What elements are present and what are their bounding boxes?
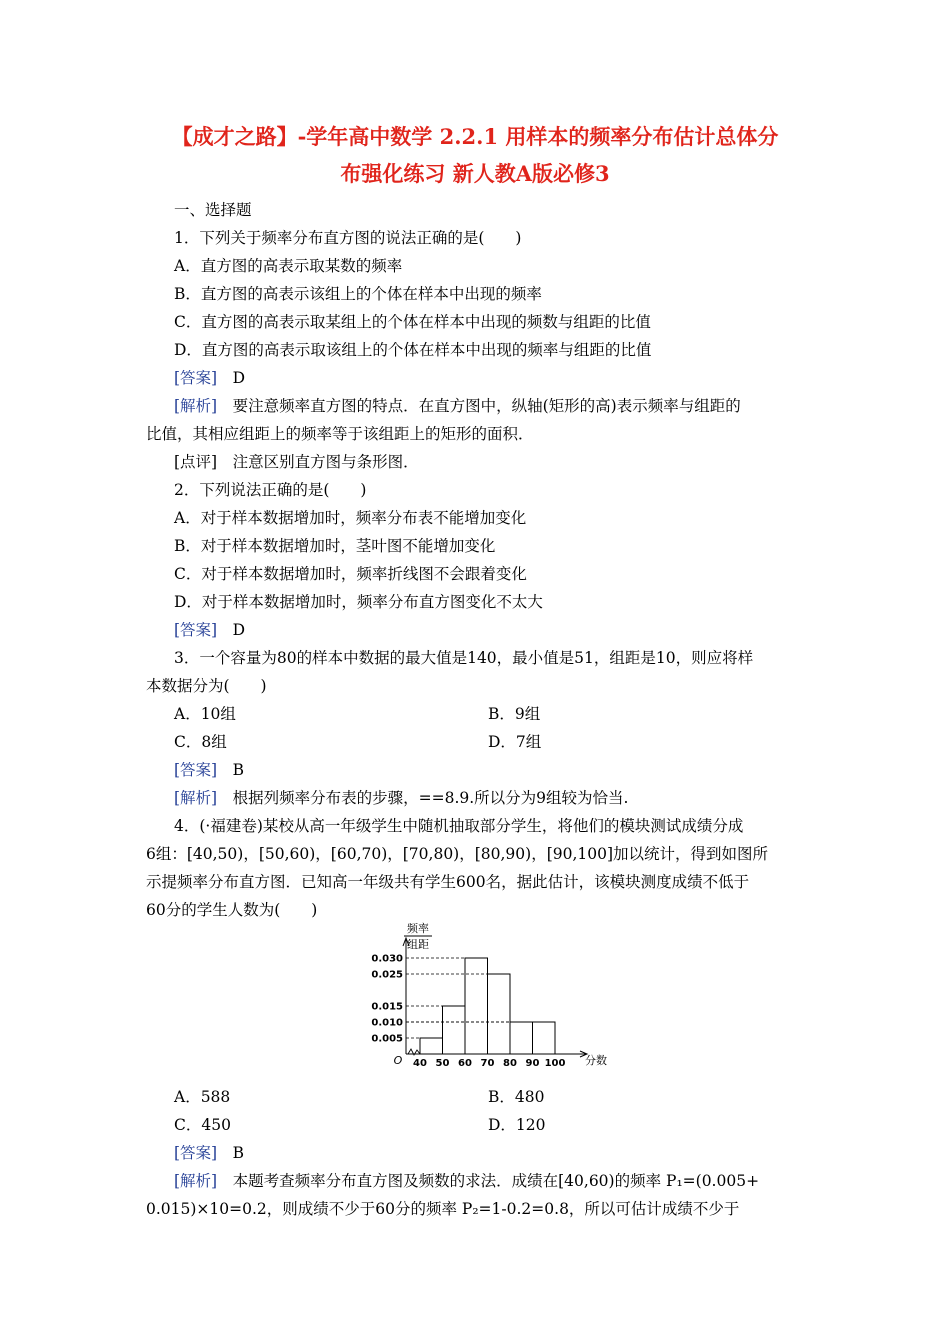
y-tick-label: 0.030 <box>371 953 403 965</box>
answer-value: D <box>232 369 246 387</box>
q4-analysis-line-2: 0.015)×10=0.2，则成绩不少于60分的频率 P₂=1-0.2=0.8，所以可估计成绩不少于 <box>146 1200 740 1218</box>
answer-value: B <box>232 1144 245 1162</box>
x-tick-label: 60 <box>458 1058 472 1069</box>
q1-option-d: D．直方图的高表示取该组上的个体在样本中出现的频率与组距的比值 <box>174 341 652 359</box>
q1-option-b: B．直方图的高表示该组上的个体在样本中出现的频率 <box>174 285 542 303</box>
histogram-bar <box>533 1022 556 1054</box>
comment-text: 注意区别直方图与条形图． <box>232 453 419 471</box>
comment-tag: [点评] <box>174 453 218 471</box>
x-tick-label: 100 <box>544 1058 566 1069</box>
y-tick-label: 0.005 <box>371 1033 403 1045</box>
q3-stem-line-1: 3．一个容量为80的样本中数据的最大值是140，最小值是51，组距是10，则应将样 <box>174 649 754 667</box>
q1-answer <box>174 366 245 388</box>
analysis-tag: [解析] <box>174 397 218 415</box>
histogram-bar <box>443 1006 466 1054</box>
x-tick-label: 90 <box>525 1058 540 1069</box>
q4-stem-line-3: 示提频率分布直方图．已知高一年级共有学生600名，据此估计，该模块测度成绩不低于 <box>146 873 750 891</box>
q4-stem-line-2: 6组：[40,50)，[50,60)，[60,70)，[70,80)，[80,90)，[90,100]加以统计，得到如图所 <box>146 845 769 863</box>
answer-tag: [答案] <box>174 369 218 387</box>
analysis-text: 根据列频率分布表的步骤，==8.9.所以分为9组较为恰当. <box>232 789 629 807</box>
q4-option-c: C．450 <box>174 1116 231 1134</box>
q3-analysis <box>174 786 628 808</box>
q4-option-a: A．588 <box>174 1088 231 1106</box>
histogram-bar <box>510 1022 533 1054</box>
q3-option-a: A．10组 <box>174 705 236 723</box>
answer-value: B <box>232 761 245 779</box>
q1-stem: 1．下列关于频率分布直方图的说法正确的是( ) <box>174 229 522 247</box>
q3-option-b: B．9组 <box>488 705 541 723</box>
q1-option-c: C．直方图的高表示取某组上的个体在样本中出现的频数与组距的比值 <box>174 313 651 331</box>
y-tick-label: 0.015 <box>371 1001 403 1013</box>
x-axis-label: 分数 <box>585 1054 607 1067</box>
answer-tag: [答案] <box>174 1144 218 1162</box>
q4-option-b: B．480 <box>488 1088 545 1106</box>
q4-answer <box>174 1141 244 1163</box>
q1-analysis-line-2: 比值，其相应组距上的频率等于该组距上的矩形的面积． <box>146 425 534 443</box>
frequency-histogram <box>360 918 620 1078</box>
q2-stem: 2．下列说法正确的是( ) <box>174 481 367 499</box>
y-label-top: 频率 <box>407 922 429 935</box>
q1-comment <box>174 450 419 472</box>
q4-stem-line-1: 4．(·福建卷)某校从高一年级学生中随机抽取部分学生，将他们的模块测试成绩分成 <box>174 817 744 835</box>
answer-tag: [答案] <box>174 761 218 779</box>
histogram-bar <box>465 958 488 1054</box>
title-line-1: 【成才之路】-学年高中数学 2.2.1 用样本的频率分布估计总体分 <box>171 124 779 149</box>
x-tick-label: 70 <box>480 1058 495 1069</box>
analysis-tag: [解析] <box>174 1172 218 1190</box>
q2-option-d: D．对于样本数据增加时，频率分布直方图变化不太大 <box>174 593 543 611</box>
answer-value: D <box>232 621 246 639</box>
q3-option-c: C．8组 <box>174 733 227 751</box>
analysis-text: 本题考查频率分布直方图及频数的求法．成绩在[40,60)的频率 P₁=(0.005+ <box>232 1172 760 1190</box>
x-tick-label: 50 <box>435 1058 450 1069</box>
histogram-bar <box>488 974 511 1054</box>
q3-answer <box>174 758 244 780</box>
x-tick-label: 80 <box>503 1058 517 1069</box>
q2-option-b: B．对于样本数据增加时，茎叶图不能增加变化 <box>174 537 496 555</box>
origin-label: O <box>393 1054 403 1067</box>
q3-option-d: D．7组 <box>488 733 542 751</box>
q2-answer <box>174 618 245 640</box>
q2-option-a: A．对于样本数据增加时，频率分布表不能增加变化 <box>174 509 527 527</box>
y-tick-label: 0.010 <box>371 1017 403 1029</box>
q4-stem-line-4: 60分的学生人数为( ) <box>146 901 318 919</box>
q1-analysis-line-1 <box>174 394 741 416</box>
q3-stem-line-2: 本数据分为( ) <box>146 677 267 695</box>
q4-option-d: D．120 <box>488 1116 546 1134</box>
title-line-2: 布强化练习 新人教A版必修3 <box>340 161 610 186</box>
x-tick-label: 40 <box>413 1058 427 1069</box>
y-label-bottom: 组距 <box>407 938 429 951</box>
histogram-bar <box>420 1038 443 1054</box>
y-tick-label: 0.025 <box>371 969 403 981</box>
analysis-tag: [解析] <box>174 789 218 807</box>
answer-tag: [答案] <box>174 621 218 639</box>
section-heading: 一、选择题 <box>174 201 252 219</box>
analysis-text: 要注意频率直方图的特点．在直方图中，纵轴(矩形的高)表示频率与组距的 <box>232 397 741 415</box>
q2-option-c: C．对于样本数据增加时，频率折线图不会跟着变化 <box>174 565 527 583</box>
q1-option-a: A．直方图的高表示取某数的频率 <box>174 257 403 275</box>
q4-analysis-line-1 <box>174 1169 759 1191</box>
